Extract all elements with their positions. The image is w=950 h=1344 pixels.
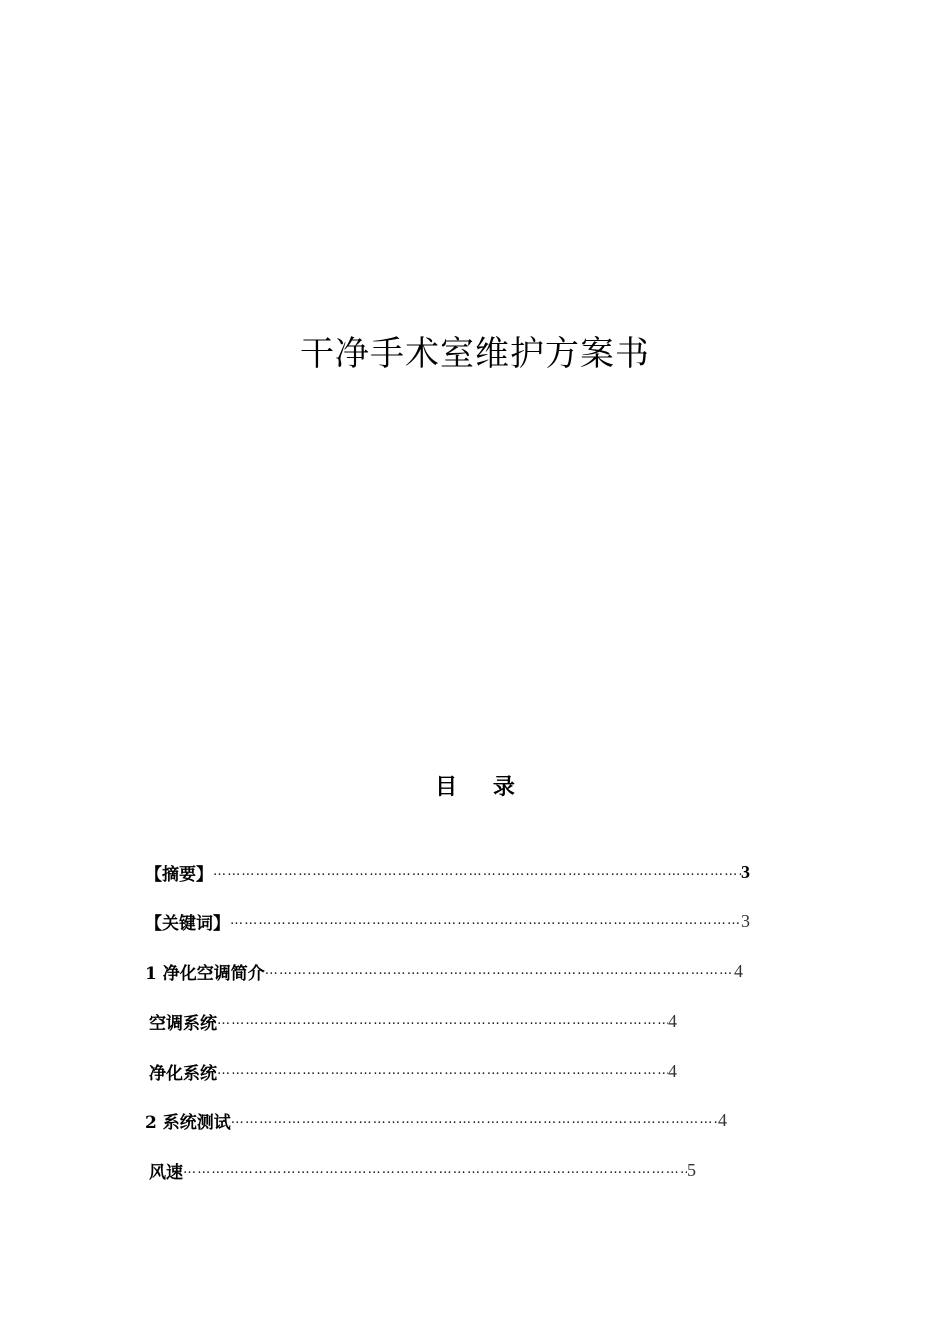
- toc-entry-section-2[interactable]: [145, 1107, 727, 1133]
- toc-leader-dots: [265, 958, 734, 984]
- toc-entry-label: 风速: [149, 1162, 183, 1183]
- toc-entry-abstract[interactable]: [145, 859, 750, 885]
- toc-entry-purification[interactable]: [149, 1058, 677, 1084]
- toc-entry-page: 3: [741, 910, 750, 931]
- toc-entry-page: 3: [741, 861, 750, 882]
- toc-entry-label: 【关键词】: [145, 913, 230, 934]
- toc-entry-page: 4: [734, 960, 743, 981]
- toc-entry-page: 4: [668, 1010, 677, 1031]
- toc-leader-dots: [231, 1107, 718, 1133]
- toc-entry-air-conditioning[interactable]: [149, 1008, 677, 1034]
- toc-leader-dots: [183, 1157, 687, 1183]
- toc-heading: 目 录: [435, 774, 529, 800]
- toc-leader-dots: [217, 1058, 668, 1084]
- toc-entry-page: 4: [718, 1109, 727, 1130]
- toc-entry-page: 4: [668, 1060, 677, 1081]
- toc-entry-label: 1 净化空调简介: [145, 963, 265, 984]
- toc-entry-label: 2 系统测试: [145, 1112, 231, 1133]
- toc-entry-page: 5: [687, 1159, 696, 1180]
- toc-entry-section-1[interactable]: [145, 958, 743, 984]
- toc-entry-label: 空调系统: [149, 1013, 217, 1034]
- document-title: 干净手术室维护方案书: [300, 334, 650, 374]
- toc-entry-wind-speed[interactable]: [149, 1157, 696, 1183]
- toc-entry-label: 净化系统: [149, 1063, 217, 1084]
- toc-entry-label: 【摘要】: [145, 864, 213, 885]
- toc-entry-keywords[interactable]: [145, 908, 750, 934]
- toc-leader-dots: [230, 908, 741, 934]
- toc-leader-dots: [213, 859, 741, 885]
- toc-leader-dots: [217, 1008, 668, 1034]
